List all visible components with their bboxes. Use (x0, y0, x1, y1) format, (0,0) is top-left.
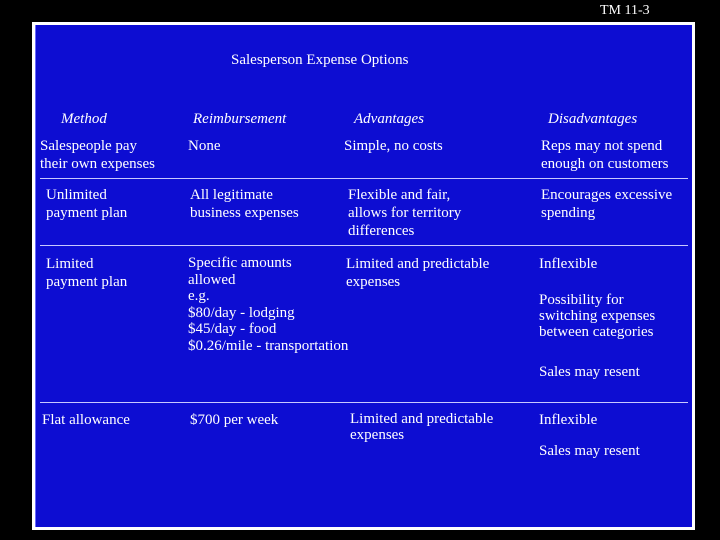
row4-advantages: Limited and predictable expenses (350, 411, 494, 443)
row2-disadvantages: Encourages excessive spending (541, 187, 673, 221)
row-divider (40, 245, 688, 246)
slide-tag: TM 11-3 (600, 3, 650, 18)
row3-method: Limited payment plan (46, 256, 128, 290)
row4-disadvantages-1: Inflexible (539, 412, 598, 428)
row-divider (40, 402, 688, 403)
row1-advantages: Simple, no costs (344, 138, 443, 154)
row4-reimbursement: $700 per week (190, 412, 279, 428)
row3-disadvantages-3: Sales may resent (539, 364, 640, 380)
row1-disadvantages: Reps may not spend enough on customers (541, 138, 669, 172)
header-method: Method (61, 111, 107, 127)
row4-method: Flat allowance (42, 412, 130, 428)
header-disadvantages: Disadvantages (548, 111, 638, 127)
row3-disadvantages-2: Possibility for switching expenses between categories (539, 292, 656, 340)
row2-method: Unlimited payment plan (46, 187, 128, 221)
row1-reimbursement: None (188, 138, 221, 154)
header-advantages: Advantages (354, 111, 424, 127)
row3-advantages: Limited and predictable expenses (346, 256, 490, 290)
row-divider (40, 178, 688, 179)
row2-advantages: Flexible and fair, allows for territory differences (348, 187, 462, 239)
row2-reimbursement: All legitimate business expenses (190, 187, 299, 221)
row4-disadvantages-2: Sales may resent (539, 443, 640, 459)
row3-reimbursement: Specific amounts allowed e.g. $80/day - lodging $45/day - food $0.26/mile - transportation (188, 255, 349, 354)
row3-disadvantages-1: Inflexible (539, 256, 598, 272)
row1-method: Salespeople pay their own expenses (40, 138, 155, 172)
slide-title: Salesperson Expense Options (231, 52, 409, 68)
header-reimbursement: Reimbursement (193, 111, 287, 127)
